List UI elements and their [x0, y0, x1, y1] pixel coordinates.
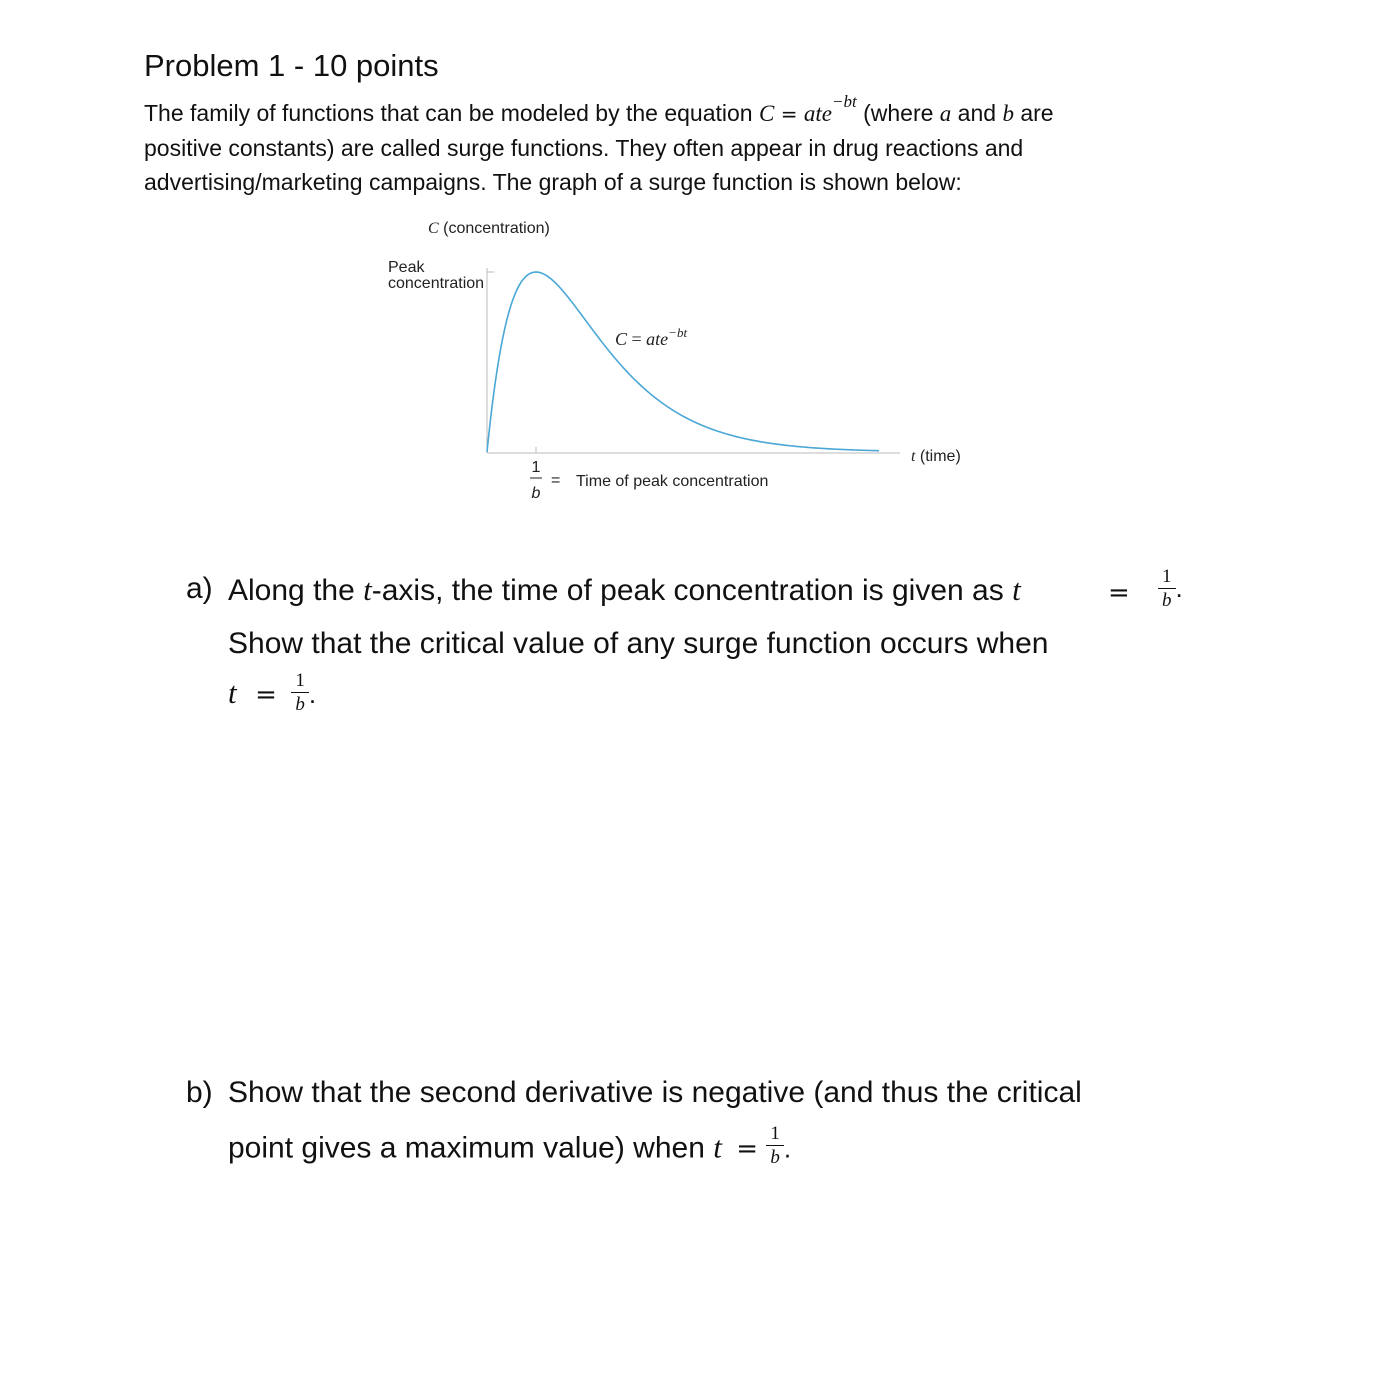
var-b: b: [1002, 101, 1014, 126]
peak-label-line2: concentration: [388, 275, 485, 292]
part-a-label: a): [186, 572, 213, 605]
part-b-frac-num: 1: [766, 1124, 784, 1146]
surge-function-graph: [0, 0, 1374, 560]
y-axis-label: C (concentration): [428, 220, 550, 237]
part-a-line3-period: .: [308, 679, 317, 709]
eq-var-C: C: [759, 101, 775, 126]
eq-equals: =: [780, 102, 798, 126]
part-a-text2: -axis, the time of peak concentration is given as: [371, 574, 1013, 607]
part-b-var-t: t: [713, 1129, 722, 1165]
part-b-equals: =: [736, 1134, 758, 1165]
problem-title: Problem 1 - 10 points: [144, 48, 439, 83]
part-b-frac-den: b: [770, 1147, 780, 1168]
eq-ate: ate: [803, 101, 832, 126]
curve-label: C = ate$^{-bt}$: [615, 325, 688, 349]
surge-curve: [487, 272, 879, 452]
part-a-line3: [228, 670, 317, 720]
part-a-line3-t: t: [228, 675, 237, 710]
part-b-line1: Show that the second derivative is negative (and thus the critical: [228, 1076, 1082, 1109]
part-a-line3-num: 1: [291, 671, 309, 693]
part-a-line1: [228, 572, 1021, 608]
tick-frac-den: b: [531, 485, 541, 502]
part-b-period: .: [783, 1133, 792, 1164]
part-a-text1: Along the: [228, 574, 364, 607]
part-b-label: b): [186, 1076, 213, 1109]
intro-line-3: advertising/marketing campaigns. The graph of a surge function is shown below:: [144, 169, 962, 195]
part-a-line2: Show that the critical value of any surge function occurs when: [228, 627, 1049, 660]
part-b-line2: [228, 1123, 792, 1171]
x-axis-label: t (time): [911, 448, 961, 465]
part-b-text: point gives a maximum value) when: [228, 1131, 714, 1165]
tick-caption: Time of peak concentration: [576, 473, 769, 490]
intro-text-b: (where: [856, 100, 940, 126]
part-a-eq-equals: =: [1108, 578, 1130, 608]
part-a-period: .: [1175, 573, 1183, 603]
tick-frac-num: 1: [531, 459, 541, 476]
part-a-line3-den: b: [295, 694, 305, 716]
part-a-fraction: [1158, 567, 1183, 610]
part-a-line3-equals: =: [255, 680, 277, 710]
part-a-eq-t: t: [1012, 572, 1021, 607]
peak-label-line1: Peak: [388, 259, 425, 276]
var-a: a: [939, 101, 952, 126]
tick-equals: =: [551, 472, 561, 489]
part-a-var-t: t: [363, 572, 372, 607]
part-a-frac-num: 1: [1158, 567, 1176, 589]
eq-exponent: −bt: [832, 92, 857, 111]
part-a-frac-den: b: [1162, 590, 1172, 611]
intro-text-c: and: [951, 100, 1003, 126]
intro-text-a: The family of functions that can be modeled by the equation: [144, 100, 759, 126]
intro-line-2: positive constants) are called surge functions. They often appear in drug reactions and: [144, 135, 1024, 161]
intro-text-d: are: [1013, 100, 1054, 126]
